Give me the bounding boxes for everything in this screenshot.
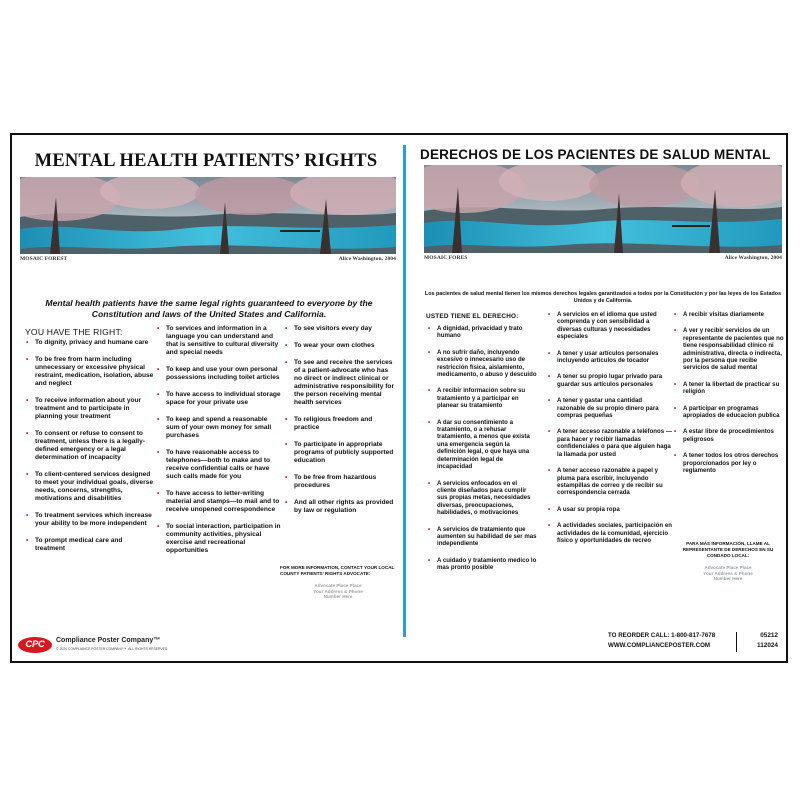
right-item: • A no sufrir daño, incluyendo excesivo o innecesario uso de restricción física, aislamiento, medicamento, o abuso y descuido <box>428 349 538 379</box>
painting-title-es: MOSAIC FORES <box>424 255 468 261</box>
right-item: • To social interaction, participation in community activities, physical exercise and recreational opportunities <box>157 523 281 555</box>
right-item: • A tener y usar artículos personales incluyendo artículos de tocador <box>548 350 672 365</box>
english-intro: Mental health patients have the same legal rights guaranteed to everyone by the Constitution and laws of the United States and California. <box>45 298 373 319</box>
right-item: • To religious freedom and practice <box>285 416 397 432</box>
right-item: • A cuidado y tratamiento medico lo mas pronto posible <box>428 557 538 572</box>
spanish-rights-heading: USTED TIENE EL DERECHO: <box>426 313 519 320</box>
right-item: • A participar en programas apropiados de educacion publica <box>674 405 784 420</box>
right-item: • A recibir visitas diariamente <box>674 311 784 318</box>
spanish-rights-column-1 <box>428 325 538 581</box>
advocate-placeholder-line: Number Here <box>713 576 743 582</box>
right-item: • A actividades sociales, participación en actividades de la comunidad, ejercicio físico y oportunidades de recreo <box>548 522 672 544</box>
right-item: • And all other rights as provided by law or regulation <box>285 499 397 515</box>
company-name: Compliance Poster Company™ <box>56 637 161 644</box>
right-item: • To consent or refuse to consent to treatment, unless there is a legally- defined emergency or a legal determination of incapacity <box>26 430 154 462</box>
painting-artist: Alice Washington, 2004 <box>338 256 396 262</box>
mosaic-forest-painting-es <box>424 165 782 253</box>
right-item: • A ver y recibir servicios de un representante de pacientes que no tiene responsabilidad clínico ni administrativa, directa o indirecta, por la persona que recibe servicios de salud mental <box>674 327 784 371</box>
revision-code: 112024 <box>757 642 778 649</box>
right-item: • A tener su propio lugar privado para guardar sus artículos personales <box>548 373 672 388</box>
english-caption-row <box>20 256 396 264</box>
right-item: • A estar libre de procedimientos peligrosos <box>674 428 784 443</box>
advocate-placeholder-line: Advocate Place Place <box>704 565 752 570</box>
poster <box>10 133 788 663</box>
english-advocate-block <box>280 565 396 600</box>
right-item: • To have access to letter-writing material and stamps—to mail and to receive unopened correspondence <box>157 490 281 514</box>
right-item: • A tener la libertad de practicar su religión <box>674 381 784 396</box>
english-rights-column-2 <box>157 325 281 564</box>
right-item: • A usar su propia ropa <box>548 506 672 513</box>
english-panel <box>12 135 400 661</box>
advocate-placeholder-line: Number Here <box>323 594 353 600</box>
right-item: • To participate in appropriate programs of publicly supported education <box>285 441 397 465</box>
right-item: • A servicios en el idioma que usted comprenda y con sensibilidad a diversas culturas y necesidades especiales <box>548 311 672 341</box>
right-item: • To have reasonable access to telephones—both to make and to receive confidential calls or have such calls made for you <box>157 449 281 481</box>
right-item: • A tener y gastar una cantidad razonable de su propio dinero para compras pequeñas <box>548 397 672 419</box>
right-item: • A dar su consentimiento a tratamiento, o a rehusar tratamiento, a menos que exista una emergencia según la definición legal, o que haya una determinación legal de incapacidad <box>428 419 538 471</box>
copyright-notice: © 2024 COMPLIANCE POSTER COMPANY™. ALL RIGHTS RESERVED. <box>56 647 169 651</box>
footer-left <box>18 635 278 657</box>
advocate-placeholder <box>280 583 396 600</box>
painting-title: MOSAIC FOREST <box>20 256 68 262</box>
footer-right <box>608 632 778 656</box>
website-link[interactable]: WWW.COMPLIANCEPOSTER.COM <box>608 642 711 649</box>
poster-code: 05212 <box>760 632 778 639</box>
advocate-placeholder-es <box>672 565 784 582</box>
right-item: • A tener acceso razonable a papel y pluma para escribir, incluyendo estampillas de correo y de recibir su correspondencia cerrada <box>548 467 672 497</box>
advocate-prompt-es: PARA MÁS INFORMACIÓN, LLAME AL REPRESENTANTE DE DERECHOS EN SU CONDADO LOCAL: <box>682 541 774 558</box>
cpc-logo: CPC <box>18 637 52 653</box>
right-item: • To services and information in a language you can understand and that is sensitive to cultural diversity and special needs <box>157 325 281 357</box>
right-item: • To receive information about your treatment and to participate in planning your treatment <box>26 397 154 421</box>
right-item: • To wear your own clothes <box>285 342 397 350</box>
right-item: • A recibir información sobre su tratamiento y a participar en planear su tratamiento <box>428 387 538 409</box>
spanish-rights-column-3 <box>674 311 784 484</box>
right-item: • A servicios enfocados en el cliente diseñados para cumplir sus propias metas, necesidades diversas, preocupaciones, habilidades, o motivaciones <box>428 480 538 517</box>
spanish-caption-row <box>424 255 782 263</box>
right-item: • To keep and spend a reasonable sum of your own money for small purchases <box>157 416 281 440</box>
right-item: • To have access to individual storage space for your private use <box>157 391 281 407</box>
right-item: • To see and receive the services of a patient-advocate who has no direct or indirect clinical or administrative responsibility for the person receiving mental health services <box>285 359 397 407</box>
reorder-phone: TO REORDER CALL: 1-800-817-7678 <box>608 632 716 639</box>
spanish-panel <box>410 135 786 661</box>
advocate-placeholder-line: Advocate Place Place <box>314 583 362 588</box>
right-item: • To dignity, privacy and humane care <box>26 339 154 347</box>
spanish-rights-column-2 <box>548 311 672 553</box>
right-item: • To be free from hazardous procedures <box>285 474 397 490</box>
right-item: • A dignidad, privacidad y trato humano <box>428 325 538 340</box>
painting-artist-es: Alice Washington, 2004 <box>724 255 782 261</box>
right-item: • To be free from harm including unnecessary or excessive physical restraint, medication, isolation, abuse and neglect <box>26 356 154 388</box>
right-item: • To treatment services which increase your ability to be more independent <box>26 512 154 528</box>
panel-divider <box>403 145 406 637</box>
spanish-advocate-block <box>672 541 784 582</box>
right-item: • To prompt medical care and treatment <box>26 537 154 553</box>
english-rights-column-3 <box>285 325 397 524</box>
right-item: • A tener todos los otros derechos proporcionados por ley o reglamento <box>674 452 784 474</box>
advocate-placeholder-line: Your Address & Phone <box>313 588 363 594</box>
right-item: • A servicios de tratamiento que aumenten su habilidad de ser mas independiente <box>428 526 538 548</box>
spanish-title: DERECHOS DE LOS PACIENTES DE SALUD MENTAL <box>420 147 771 162</box>
english-title: MENTAL HEALTH PATIENTS’ RIGHTS <box>34 151 378 171</box>
right-item: • A tener acceso razonable a teléfonos — para hacer y recibir llamadas confidenciales o para que alguien haga la llamada por usted <box>548 428 672 458</box>
right-item: • To see visitors every day <box>285 325 397 333</box>
right-item: • To client-centered services designed to meet your individual goals, diverse needs, concerns, strengths, motivations and disabilities <box>26 471 154 503</box>
english-rights-column-1 <box>26 339 154 562</box>
footer-separator <box>736 632 737 652</box>
right-item: • To keep and use your own personal possessions including toilet articles <box>157 366 281 382</box>
spanish-intro: Los pacientes de salud mental tienen los mismos derechos legales garantizados a todos por la Constitución y por las leyes de los Estados Unidos y de California. <box>424 291 782 304</box>
english-rights-heading: YOU HAVE THE RIGHT: <box>25 327 123 337</box>
advocate-prompt: FOR MORE INFORMATION, CONTACT YOUR LOCAL COUNTY PATIENTS’ RIGHTS ADVOCATE: <box>280 565 395 576</box>
mosaic-forest-painting <box>20 177 396 254</box>
advocate-placeholder-line: Your Address & Phone <box>703 570 753 576</box>
